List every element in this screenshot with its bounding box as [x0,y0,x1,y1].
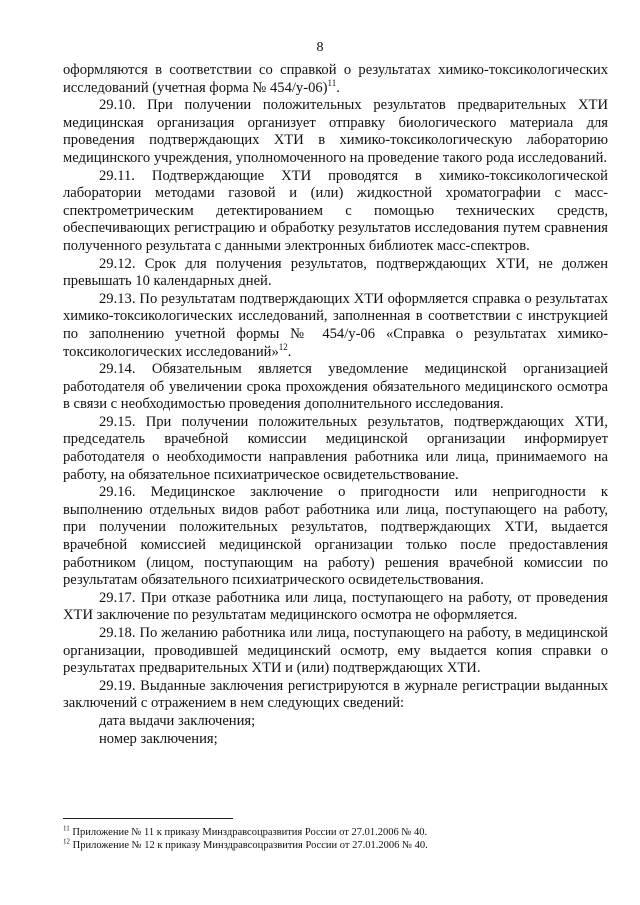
footnote-ref: 12 [278,341,288,352]
paragraph: 29.19. Выданные заключения регистрируются в журнале регистрации выданных заключений с отражением в нем следующих сведений: [63,677,608,712]
footnote-text: Приложение № 12 к приказу Минздравсоцразвития России от 27.01.2006 № 40. [70,840,428,851]
footnote-ref: 11 [327,77,337,88]
paragraph-text: оформляются в соответствии со справкой о результатах химико-токсикологических исследований (учетная форма № 454/у-06) [63,62,608,96]
paragraph: 29.11. Подтверждающие ХТИ проводятся в химико-токсикологической лаборатории методами газовой и (или) жидкостной хроматографии с масс-спектрометрическим детектированием с помощью технических средств, обеспечивающих регистрацию и обработку результатов исследования путем сравнения полученного результата с данными электронных библиотек масс-спектров. [63,167,608,254]
footnote [63,839,608,852]
paragraph-tail: . [336,79,340,96]
footnote-mark: 11 [63,824,70,833]
paragraph: 29.14. Обязательным является уведомление медицинской организацией работодателя об увеличении срока прохождения обязательного медицинского осмотра в связи с необходимостью проведения дополнительного исследования. [63,361,608,413]
paragraph: 29.18. По желанию работника или лица, поступающего на работу, в медицинской организации, проводившей медицинский осмотр, ему выдается копия справки о результатах предварительных ХТИ и (или) подтверждающих ХТИ. [63,625,608,677]
footnote-mark: 12 [63,837,70,846]
paragraph: 29.17. При отказе работника или лица, поступающего на работу, от проведения ХТИ заключение по результатам медицинского осмотра не оформляется. [63,589,608,624]
footnotes [63,826,608,852]
paragraph: 29.16. Медицинское заключение о пригодности или непригодности к выполнению отдельных видов работ работника или лица, поступающего на работу, при получении положительных результатов, подтверждающих ХТИ, выдается врачебной комиссией медицинской организации только после предоставления работником (лицом, поступающим на работу) решения врачебной комиссии по результатам обязательного психиатрического освидетельствования. [63,484,608,589]
page-number: 8 [316,40,324,55]
list-item: номер заключения; [99,730,218,747]
paragraph: 29.10. При получении положительных результатов предварительных ХТИ медицинская организация организует отправку биологического материала для проведения подтверждающих ХТИ в химико-токсикологическую лабораторию медицинского учреждения, уполномоченного на проведение такого рода исследований. [63,97,608,166]
paragraph-text: 29.13. По результатам подтверждающих ХТИ оформляется справка о результатах химико-токсикологических исследований, заполненная в соответствии с инструкцией по заполнению учетной формы № 454/у-06 «Справка о результатах химико-токсикологических исследований» [63,290,608,360]
footnote-divider [63,818,233,819]
footnote-text: Приложение № 11 к приказу Минздравсоцразвития России от 27.01.2006 № 40. [69,827,428,838]
paragraph [63,291,608,361]
footnote [63,826,608,839]
paragraph [63,62,608,97]
paragraph: 29.15. При получении положительных результатов, подтверждающих ХТИ, председатель врачебной комиссии медицинской организации информирует работодателя о необходимости направления работника или лица, принимаемого на работу, на обязательное психиатрическое освидетельствование. [63,413,608,483]
paragraph: 29.12. Срок для получения результатов, подтверждающих ХТИ, не должен превышать 10 календарных дней. [63,255,608,290]
paragraph-tail: . [287,343,292,360]
document-body [63,62,608,748]
list-item: дата выдачи заключения; [99,712,256,729]
